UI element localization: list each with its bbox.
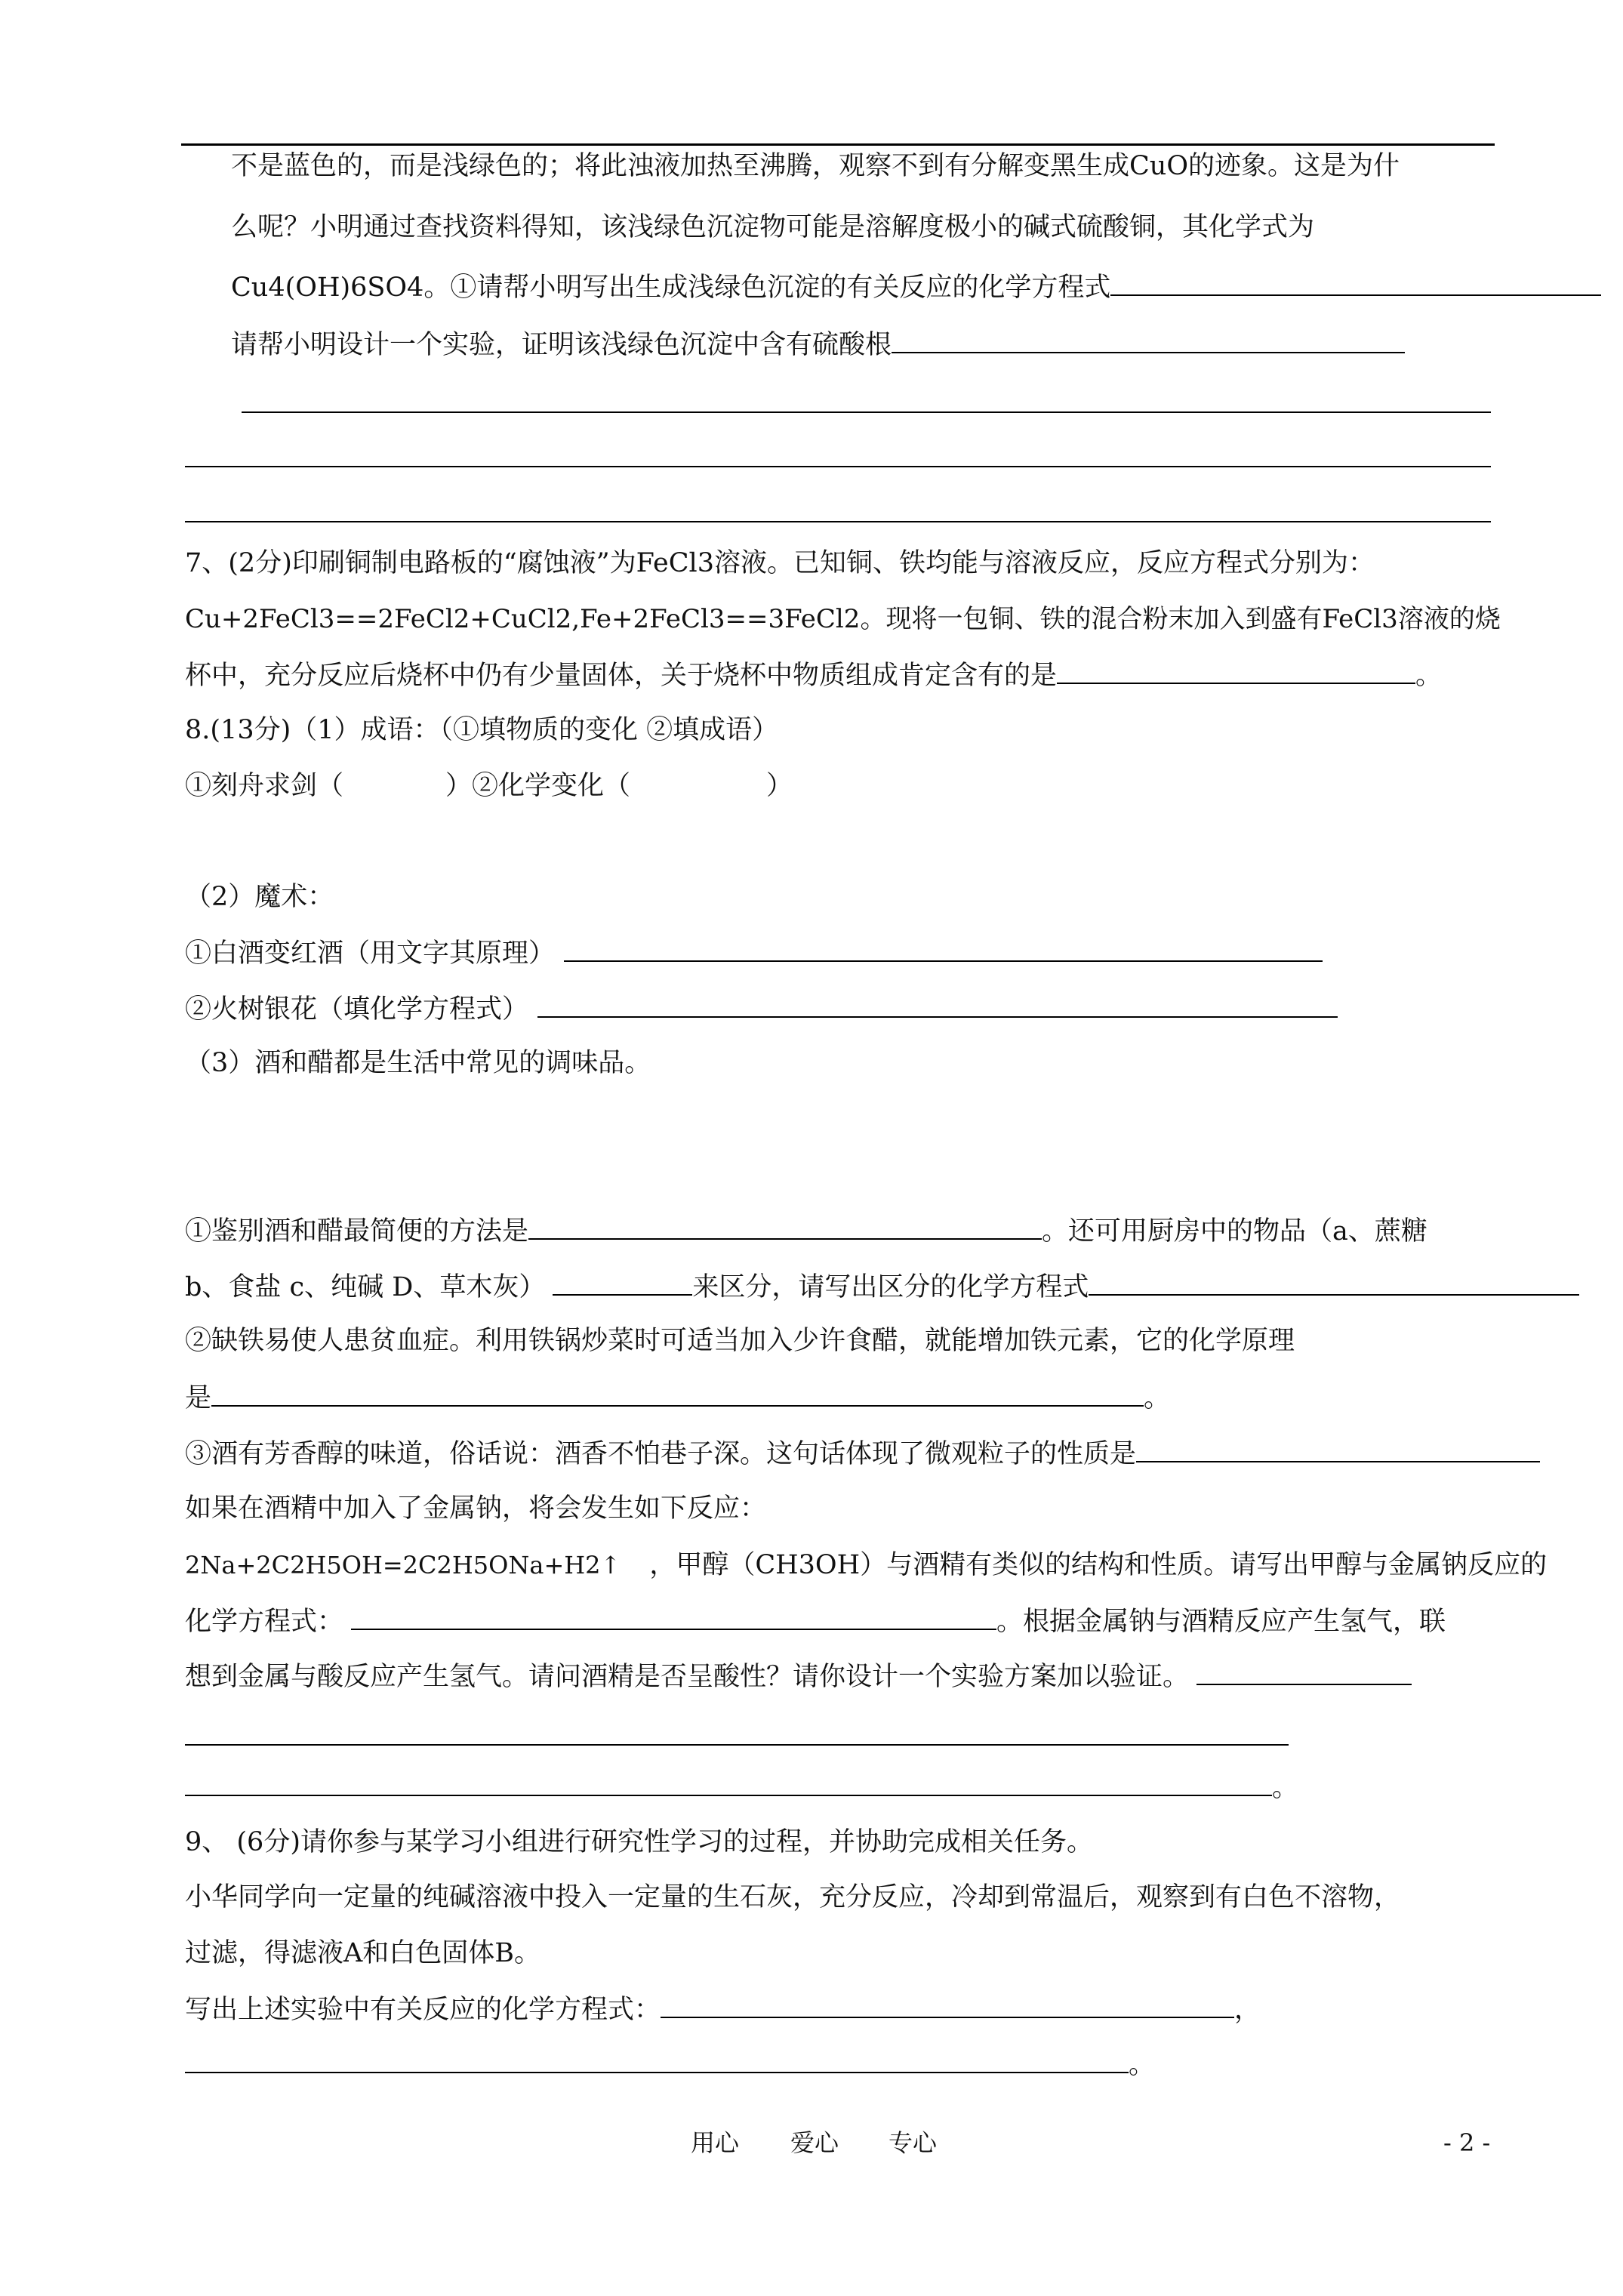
text-line xyxy=(231,269,1601,305)
header-rule xyxy=(181,143,1495,146)
question-8-title: 8.(13分)（1）成语：（①填物质的变化 ②填成语） xyxy=(185,715,779,745)
text-segment: 杯中，充分反应后烧杯中仍有少量固体，关于烧杯中物质组成肯定含有的是 xyxy=(185,661,1058,691)
question-8-line xyxy=(185,769,793,803)
text-segment: ①白酒变红酒（用文字其原理） xyxy=(185,938,556,969)
text-segment: 。 xyxy=(1144,1383,1171,1413)
text-segment: ，甲醇（CH3OH）与酒精有类似的结构和性质。请写出甲醇与金属钠反应的 xyxy=(649,1550,1548,1580)
text-segment: 请帮小明设计一个实验，证明该浅绿色沉淀中含有硫酸根 xyxy=(231,330,892,360)
answer-blank[interactable] xyxy=(351,1603,996,1630)
text-segment: 。 xyxy=(1272,1773,1299,1803)
answer-blank[interactable] xyxy=(661,1991,1234,2018)
text-segment: 。还可用厨房中的物品（a、蔗糖 xyxy=(1042,1216,1427,1247)
question-8-line: ②缺铁易使人患贫血症。利用铁锅炒菜时可适当加入少许食醋，就能增加铁元素，它的化学原理 xyxy=(185,1326,1295,1356)
question-7-line: Cu+2FeCl3==2FeCl2+CuCl2,Fe+2FeCl3==3FeCl2。现将一包铜、铁的混合粉末加入到盛有FeCl3溶液的烧 xyxy=(185,604,1501,634)
text-line xyxy=(231,326,1405,362)
answer-blank[interactable] xyxy=(185,2046,1129,2073)
answer-blank[interactable] xyxy=(1089,1268,1579,1296)
question-8-line xyxy=(185,1603,1446,1639)
answer-line[interactable] xyxy=(185,521,1491,522)
text-segment: 来区分，请写出区分的化学方程式 xyxy=(692,1272,1089,1302)
question-7-line xyxy=(185,657,1442,693)
text-line: 不是蓝色的，而是浅绿色的；将此浊液加热至沸腾，观察不到有分解变黑生成CuO的迹象。这是为什 xyxy=(231,151,1400,181)
footer-slogan: 用心 xyxy=(691,2128,740,2157)
text-line: 么呢？小明通过查找资料得知，该浅绿色沉淀物可能是溶解度极小的碱式硫酸铜，其化学式为 xyxy=(231,212,1315,242)
answer-blank[interactable] xyxy=(1196,1658,1412,1685)
text-segment: 。 xyxy=(1415,661,1443,691)
question-8-line xyxy=(185,1658,1412,1694)
text-segment: ）②化学变化（ xyxy=(445,771,631,801)
text-segment: ①鉴别酒和醋最简便的方法是 xyxy=(185,1216,529,1247)
text-segment: 是 xyxy=(185,1383,212,1413)
question-8-line xyxy=(185,1268,1579,1305)
answer-blank[interactable] xyxy=(528,1213,1042,1240)
question-9-line xyxy=(185,2046,1155,2082)
footer-slogan: 爱心 xyxy=(790,2128,839,2157)
answer-line[interactable] xyxy=(185,1744,1289,1746)
answer-blank[interactable] xyxy=(537,991,1338,1018)
question-8-line: （3）酒和醋都是生活中常见的调味品。 xyxy=(185,1048,651,1078)
answer-line[interactable] xyxy=(185,466,1491,467)
answer-line[interactable] xyxy=(242,411,1491,413)
answer-blank[interactable] xyxy=(185,1769,1272,1796)
text-segment: 。根据金属钠与酒精反应产生氢气，联 xyxy=(996,1607,1446,1637)
question-8-line: （2）魔术： xyxy=(185,882,334,912)
question-8-line xyxy=(185,935,1323,971)
text-segment: ②火树银花（填化学方程式） xyxy=(185,994,529,1025)
text-segment: 2Na+2C2H5OH=2C2H5ONa+H2↑ xyxy=(185,1551,621,1579)
question-8-line xyxy=(185,1379,1170,1416)
answer-blank[interactable] xyxy=(892,326,1405,353)
question-9-line: 过滤，得滤液A和白色固体B。 xyxy=(185,1938,540,1968)
question-8-line xyxy=(185,1213,1427,1249)
answer-blank[interactable] xyxy=(1057,657,1415,684)
text-segment: ， xyxy=(1234,1995,1261,2025)
text-segment: 写出上述实验中有关反应的化学方程式： xyxy=(185,1995,661,2025)
question-8-line: 如果在酒精中加入了金属钠，将会发生如下反应： xyxy=(185,1493,767,1524)
answer-blank[interactable] xyxy=(553,1268,692,1296)
text-segment: 化学方程式： xyxy=(185,1607,344,1637)
answer-blank[interactable] xyxy=(564,935,1323,962)
text-segment: 想到金属与酸反应产生氢气。请问酒精是否呈酸性？请你设计一个实验方案加以验证。 xyxy=(185,1662,1190,1692)
text-segment: 。 xyxy=(1129,2050,1156,2080)
text-segment: ） xyxy=(766,771,793,801)
answer-blank[interactable] xyxy=(1110,269,1601,296)
text-segment: ①刻舟求剑（ xyxy=(185,771,344,801)
question-7-line: 7、(2分)印刷铜制电路板的“腐蚀液”为FeCl3溶液。已知铜、铁均能与溶液反应，反应方程式分别为： xyxy=(185,548,1375,578)
question-9-line xyxy=(185,1991,1261,2027)
question-9-line: 小华同学向一定量的纯碱溶液中投入一定量的生石灰，充分反应，冷却到常温后，观察到有白色不溶物， xyxy=(185,1882,1401,1912)
answer-blank[interactable] xyxy=(211,1379,1144,1407)
text-segment: Cu4(OH)6SO4。①请帮小明写出生成浅绿色沉淀的有关反应的化学方程式 xyxy=(231,273,1111,303)
question-8-line xyxy=(185,1769,1298,1805)
text-segment: ③酒有芳香醇的味道，俗话说：酒香不怕巷子深。这句话体现了微观粒子的性质是 xyxy=(185,1439,1137,1469)
page-number: - 2 - xyxy=(1443,2128,1491,2157)
question-9-title: 9、 (6分)请你参与某学习小组进行研究性学习的过程，并协助完成相关任务。 xyxy=(185,1827,1093,1857)
question-8-line xyxy=(185,1435,1540,1472)
answer-blank[interactable] xyxy=(1136,1435,1540,1462)
footer-slogan: 专心 xyxy=(888,2128,938,2157)
question-8-line xyxy=(185,991,1338,1027)
question-8-line xyxy=(185,1548,1547,1583)
text-segment: b、食盐 c、纯碱 D、草木灰） xyxy=(185,1272,546,1302)
